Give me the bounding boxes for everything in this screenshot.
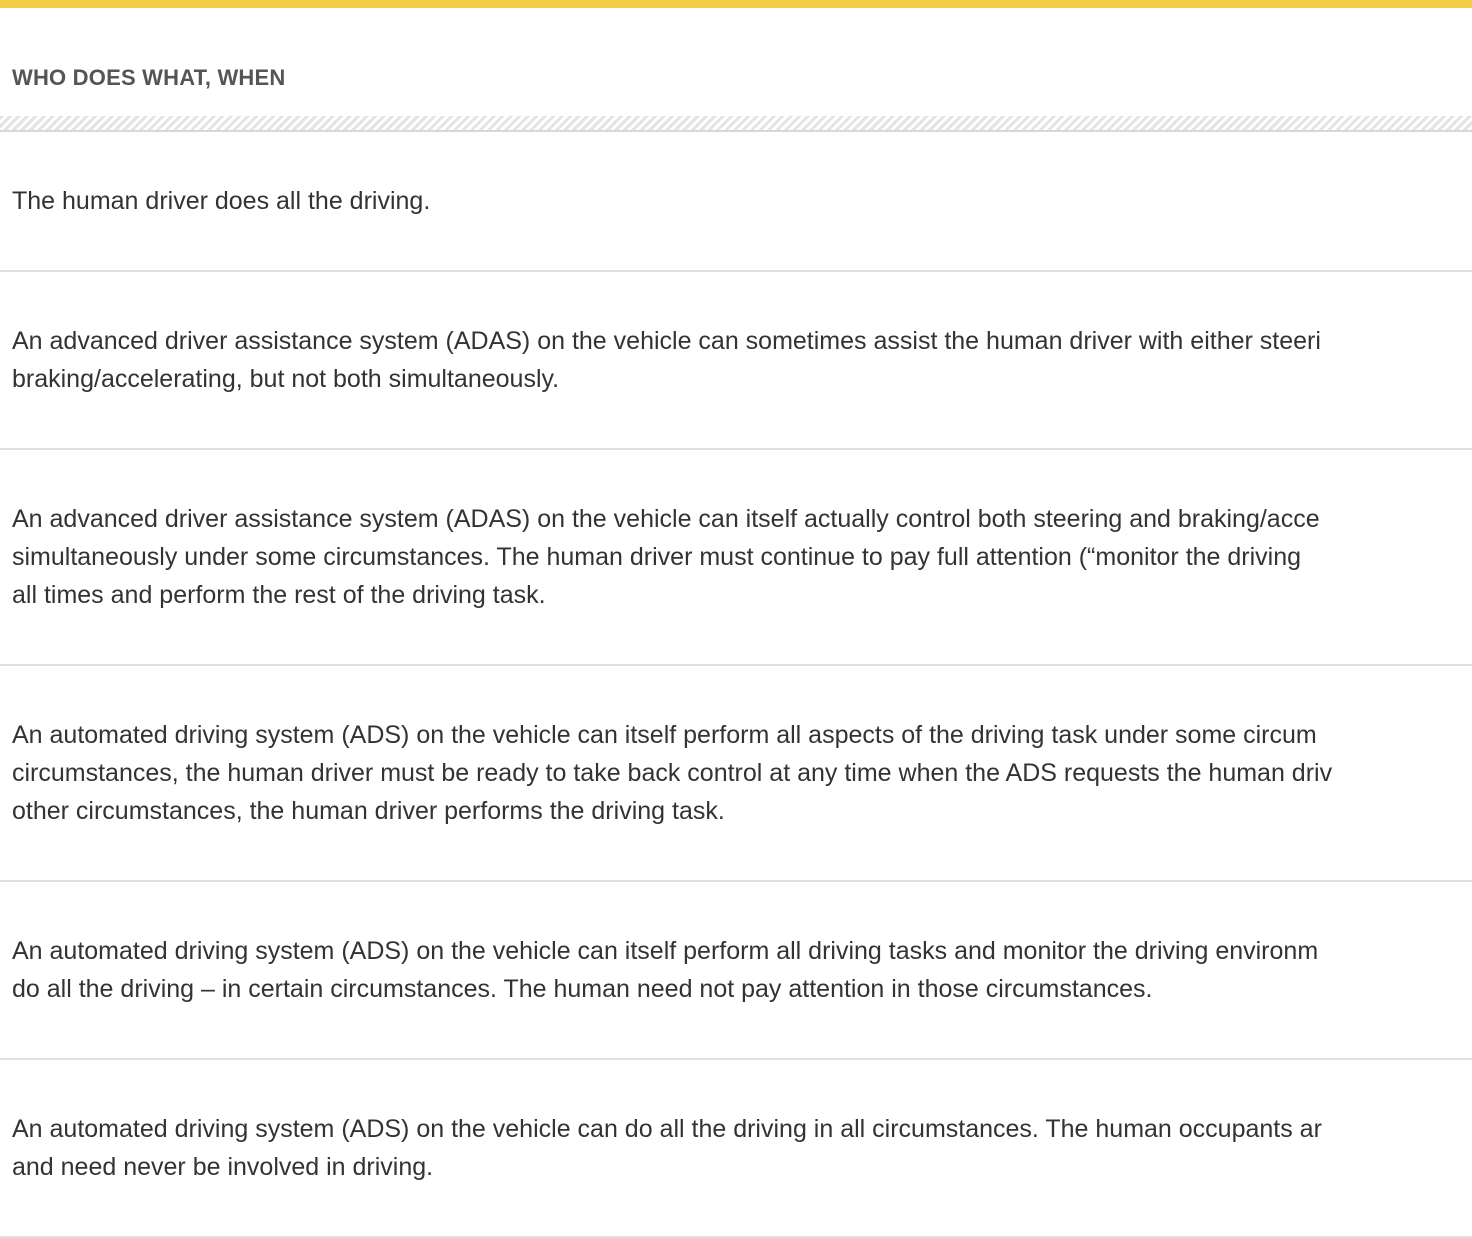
table-row: [0, 666, 1472, 882]
row-line: An advanced driver assistance system (ADAS) on the vehicle can sometimes assist the human driver with either steeri: [12, 327, 1321, 355]
table-row: [0, 450, 1472, 666]
table-row: [0, 1060, 1472, 1238]
row-line: The human driver does all the driving.: [12, 187, 431, 215]
row-line: braking/accelerating, but not both simultaneously.: [12, 365, 560, 393]
column-header-who-does-what: WHO DOES WHAT, WHEN: [12, 65, 286, 90]
row-line: do all the driving – in certain circumstances. The human need not pay attention in those circumstances.: [12, 975, 1153, 1003]
row-description: [12, 182, 1472, 220]
row-line: An automated driving system (ADS) on the vehicle can itself perform all driving tasks and monitor the driving environm: [12, 937, 1319, 965]
row-description: [12, 1110, 1472, 1186]
row-description: [12, 322, 1472, 398]
row-line: An advanced driver assistance system (ADAS) on the vehicle can itself actually control both steering and braking/acce: [12, 505, 1320, 533]
table-row: [0, 272, 1472, 450]
row-line: An automated driving system (ADS) on the vehicle can itself perform all aspects of the driving task under some circum: [12, 721, 1317, 749]
row-description: [12, 500, 1472, 614]
levels-table: [0, 8, 1472, 1238]
table-header: [0, 8, 1472, 116]
row-line: circumstances, the human driver must be ready to take back control at any time when the ADS requests the human driv: [12, 759, 1333, 787]
top-accent-bar: [0, 0, 1472, 8]
table-row: [0, 882, 1472, 1060]
row-line: simultaneously under some circumstances. The human driver must continue to pay full attention (“monitor the driving: [12, 543, 1302, 571]
row-description: [12, 716, 1472, 830]
header-divider: [0, 116, 1472, 132]
row-line: An automated driving system (ADS) on the vehicle can do all the driving in all circumstances. The human occupants ar: [12, 1115, 1322, 1143]
row-line: all times and perform the rest of the driving task.: [12, 581, 546, 609]
row-line: other circumstances, the human driver performs the driving task.: [12, 797, 725, 825]
row-line: and need never be involved in driving.: [12, 1153, 434, 1181]
row-description: [12, 932, 1472, 1008]
table-row: [0, 132, 1472, 272]
